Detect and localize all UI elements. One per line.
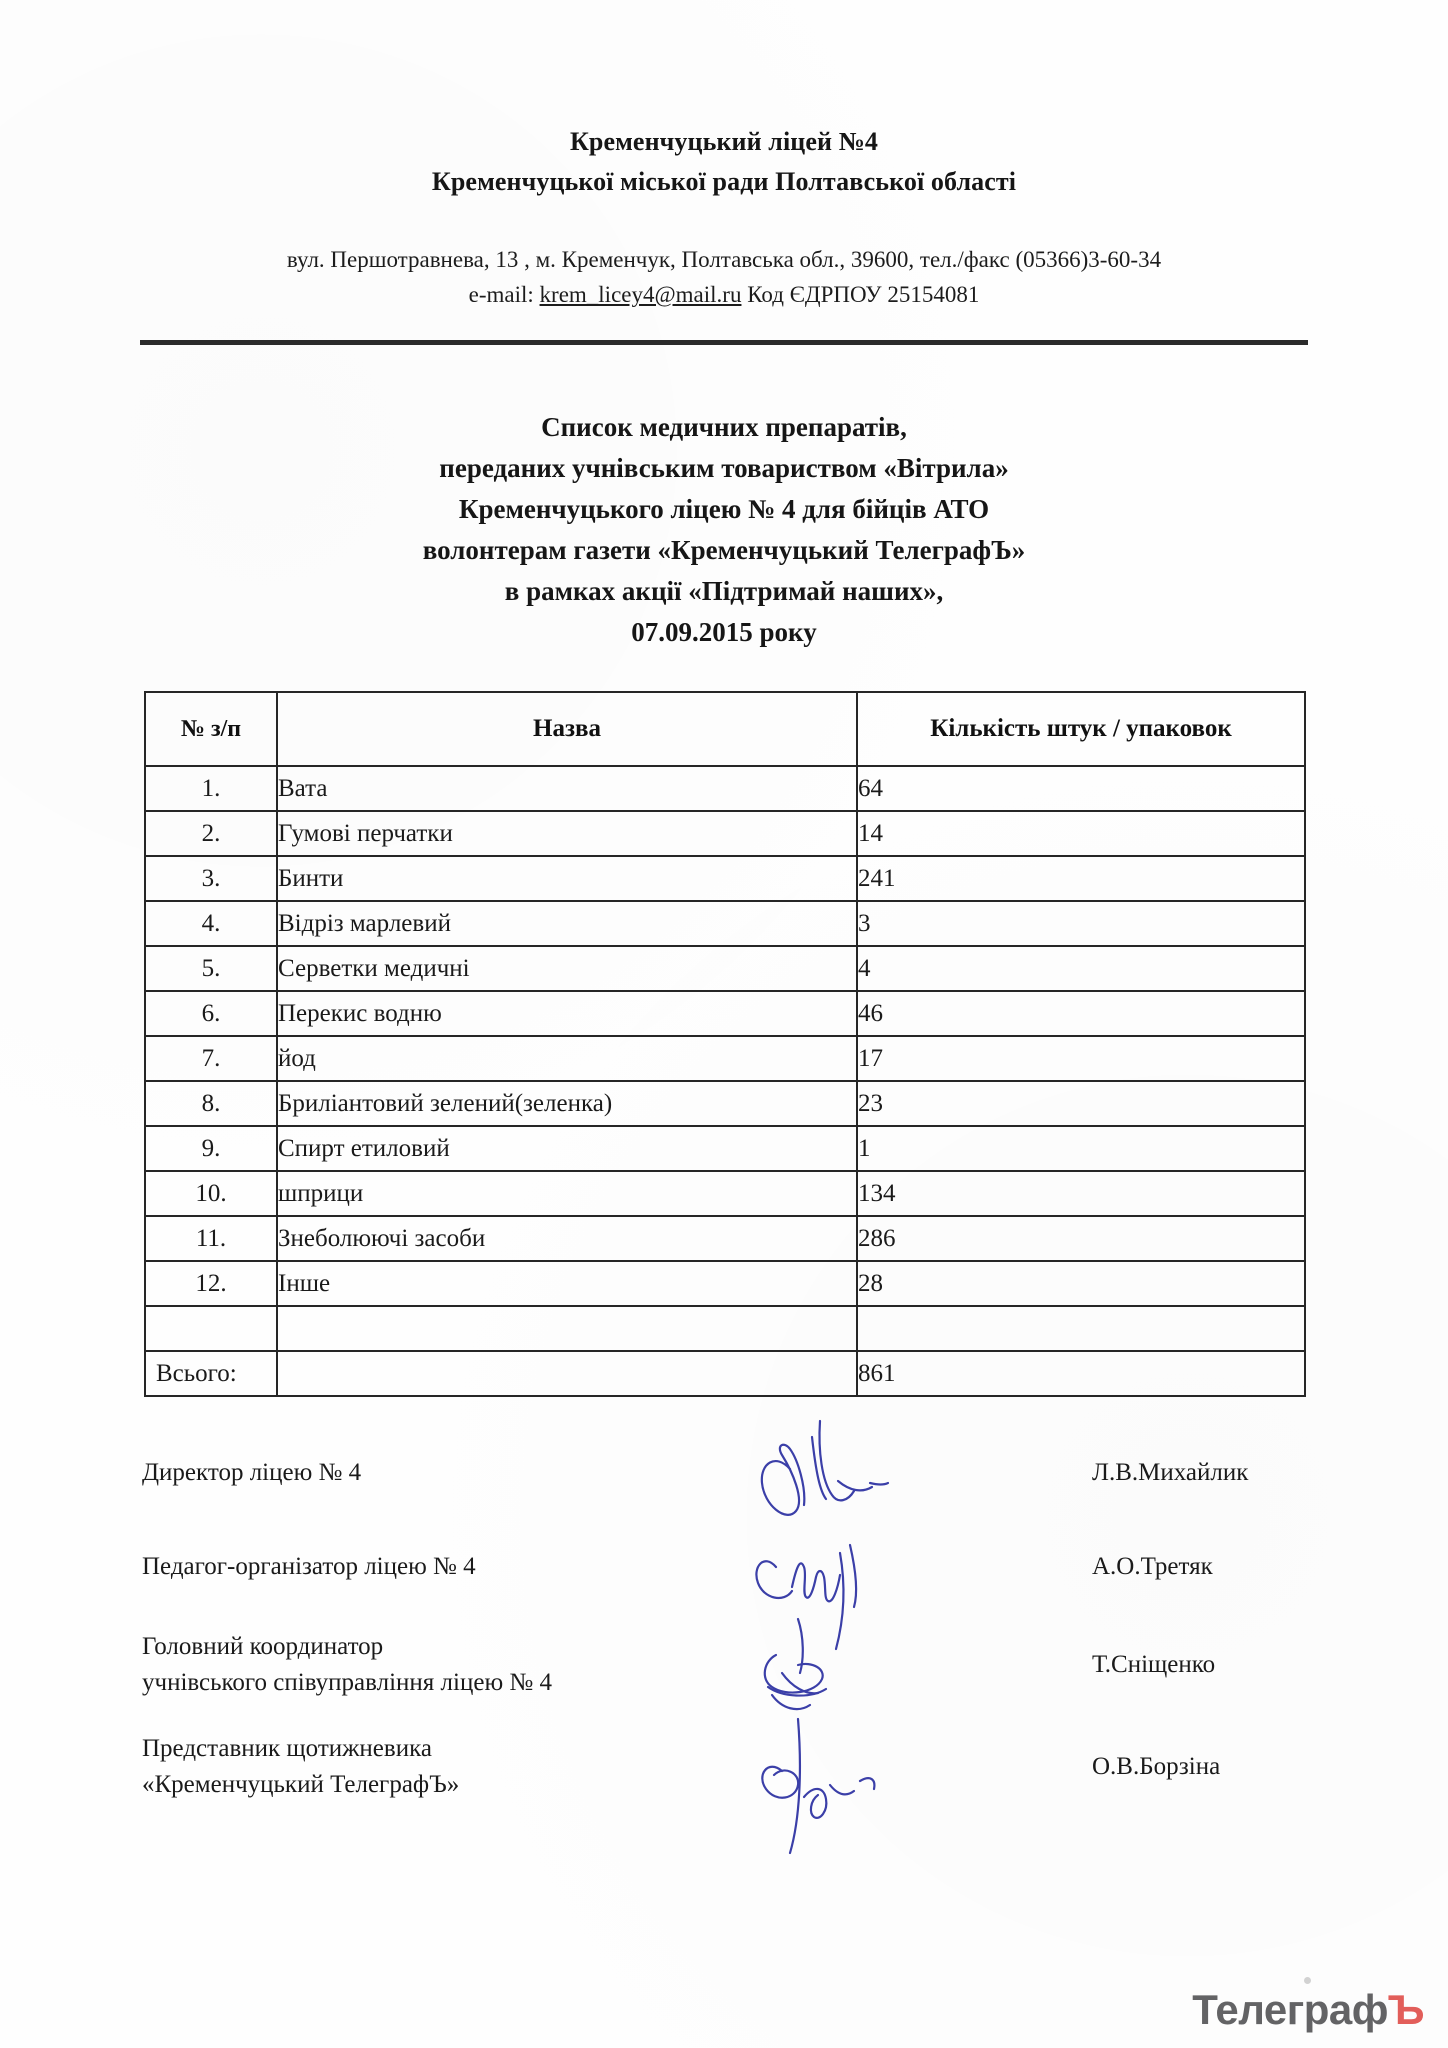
- cell-name: Бинти: [277, 856, 857, 901]
- cell-quantity: 1: [857, 1126, 1305, 1171]
- signature-block: [134, 1441, 1314, 1803]
- cell-empty-number: [145, 1306, 277, 1351]
- table-row: [145, 766, 1305, 811]
- signatory-name: Т.Сніщенко: [1092, 1651, 1216, 1678]
- watermark-text-red: Ъ: [1387, 1986, 1424, 2033]
- table-row: [145, 1171, 1305, 1216]
- table-row: [145, 1126, 1305, 1171]
- email-line: [0, 277, 1448, 312]
- title-line-2: переданих учнівським товариством «Вітрила»: [439, 453, 1009, 483]
- cell-name: йод: [277, 1036, 857, 1081]
- cell-name: Спирт етиловий: [277, 1126, 857, 1171]
- table-row: [145, 1216, 1305, 1261]
- signature-role-line-1: Директор ліцею № 4: [142, 1459, 362, 1486]
- cell-empty-name: [277, 1306, 857, 1351]
- signature-role-line-2: «Кременчуцький ТелеграфЪ»: [142, 1771, 460, 1798]
- table-row: [145, 991, 1305, 1036]
- cell-name: Бриліантовий зелений(зеленка): [277, 1081, 857, 1126]
- title-line-5: в рамках акції «Підтримай наших»,: [504, 576, 944, 606]
- table-row: [145, 1036, 1305, 1081]
- cell-number: 5.: [145, 946, 277, 991]
- cell-number: 12.: [145, 1261, 277, 1306]
- cell-number: 9.: [145, 1126, 277, 1171]
- signature-role-line-1: Представник щотижневика: [142, 1735, 432, 1762]
- signature-row: [134, 1535, 1314, 1599]
- cell-quantity: 3: [857, 901, 1305, 946]
- letterhead-divider: [140, 340, 1308, 345]
- table-row: [145, 901, 1305, 946]
- letterhead: [0, 0, 1448, 345]
- items-table-container: [144, 691, 1304, 1397]
- organization-name-line-1: Кременчуцький ліцей №4: [569, 127, 879, 156]
- signatory-name: Л.В.Михайлик: [1092, 1459, 1249, 1486]
- signatory-name: О.В.Борзіна: [1092, 1753, 1221, 1780]
- signatory-name: А.О.Третяк: [1092, 1553, 1213, 1580]
- table-header-row: [145, 692, 1305, 766]
- column-header-name: Назва: [277, 692, 857, 766]
- table-body: [145, 766, 1305, 1396]
- cell-empty-quantity: [857, 1306, 1305, 1351]
- table-total-row: [145, 1351, 1305, 1396]
- signature-row: [134, 1441, 1314, 1505]
- signature-area: [742, 1635, 1062, 1695]
- signature-role: [134, 1455, 742, 1491]
- table-row: [145, 946, 1305, 991]
- total-quantity: 861: [857, 1351, 1305, 1396]
- title-line-3: Кременчуцького ліцею № 4 для бійців АТО: [458, 494, 990, 524]
- signature-row: [134, 1731, 1314, 1803]
- cell-quantity: 4: [857, 946, 1305, 991]
- telegraf-watermark: [1192, 1986, 1424, 2034]
- total-label: Всього:: [145, 1351, 277, 1396]
- table-row: [145, 856, 1305, 901]
- cell-quantity: 241: [857, 856, 1305, 901]
- signature-area: [742, 1737, 1062, 1797]
- cell-quantity: 134: [857, 1171, 1305, 1216]
- signature-row: [134, 1629, 1314, 1701]
- cell-number: 7.: [145, 1036, 277, 1081]
- cell-quantity: 64: [857, 766, 1305, 811]
- document-title: [0, 407, 1448, 653]
- cell-number: 8.: [145, 1081, 277, 1126]
- cell-name: Відріз марлевий: [277, 901, 857, 946]
- cell-number: 1.: [145, 766, 277, 811]
- title-date: 07.09.2015 року: [631, 617, 817, 647]
- cell-number: 11.: [145, 1216, 277, 1261]
- contact-block: [0, 242, 1448, 312]
- signature-role: [134, 1731, 742, 1803]
- watermark-dot: [1304, 1977, 1311, 1984]
- table-row: [145, 811, 1305, 856]
- title-line-4: волонтерам газети «Кременчуцький ТелеграфЪ»: [422, 535, 1026, 565]
- cell-name: Знеболюючі засоби: [277, 1216, 857, 1261]
- total-name: [277, 1351, 857, 1396]
- column-header-number: № з/п: [145, 692, 277, 766]
- signature-role: [134, 1629, 742, 1701]
- table-spacer-row: [145, 1306, 1305, 1351]
- signature-role-line-1: Головний координатор: [142, 1633, 384, 1660]
- email-link[interactable]: krem_licey4@mail.ru: [539, 282, 742, 307]
- table-row: [145, 1261, 1305, 1306]
- cell-name: Серветки медичні: [277, 946, 857, 991]
- cell-quantity: 286: [857, 1216, 1305, 1261]
- table-header: [145, 692, 1305, 766]
- cell-quantity: 17: [857, 1036, 1305, 1081]
- signature-role-line-1: Педагог-організатор ліцею № 4: [142, 1553, 476, 1580]
- cell-name: Перекис водню: [277, 991, 857, 1036]
- cell-number: 10.: [145, 1171, 277, 1216]
- cell-name: Вата: [277, 766, 857, 811]
- cell-name: шприци: [277, 1171, 857, 1216]
- cell-name: Гумові перчатки: [277, 811, 857, 856]
- email-label: e-mail:: [468, 282, 540, 307]
- watermark-text-dark: Телеграф: [1192, 1986, 1388, 2033]
- signature-area: [742, 1537, 1062, 1597]
- column-header-quantity: Кількість штук / упаковок: [857, 692, 1305, 766]
- organization-name-line-2: Кременчуцької міської ради Полтавської області: [431, 167, 1017, 196]
- cell-quantity: 23: [857, 1081, 1305, 1126]
- title-line-1: Список медичних препаратів,: [541, 412, 907, 442]
- cell-quantity: 28: [857, 1261, 1305, 1306]
- signature-role: [134, 1549, 742, 1585]
- cell-name: Інше: [277, 1261, 857, 1306]
- cell-quantity: 14: [857, 811, 1305, 856]
- signature-area: [742, 1443, 1062, 1503]
- cell-number: 2.: [145, 811, 277, 856]
- signature-role-line-2: учнівського співуправління ліцею № 4: [142, 1669, 552, 1696]
- signature-mark: [742, 1599, 932, 1739]
- table-row: [145, 1081, 1305, 1126]
- cell-number: 4.: [145, 901, 277, 946]
- items-table: [144, 691, 1306, 1397]
- edrpou-code: Код ЄДРПОУ 25154081: [741, 282, 980, 307]
- postal-address-line: вул. Першотравнева, 13 , м. Кременчук, Полтавська обл., 39600, тел./факс (05366)3-60-34: [286, 247, 1162, 272]
- cell-quantity: 46: [857, 991, 1305, 1036]
- cell-number: 6.: [145, 991, 277, 1036]
- cell-number: 3.: [145, 856, 277, 901]
- signature-mark: [742, 1701, 972, 1871]
